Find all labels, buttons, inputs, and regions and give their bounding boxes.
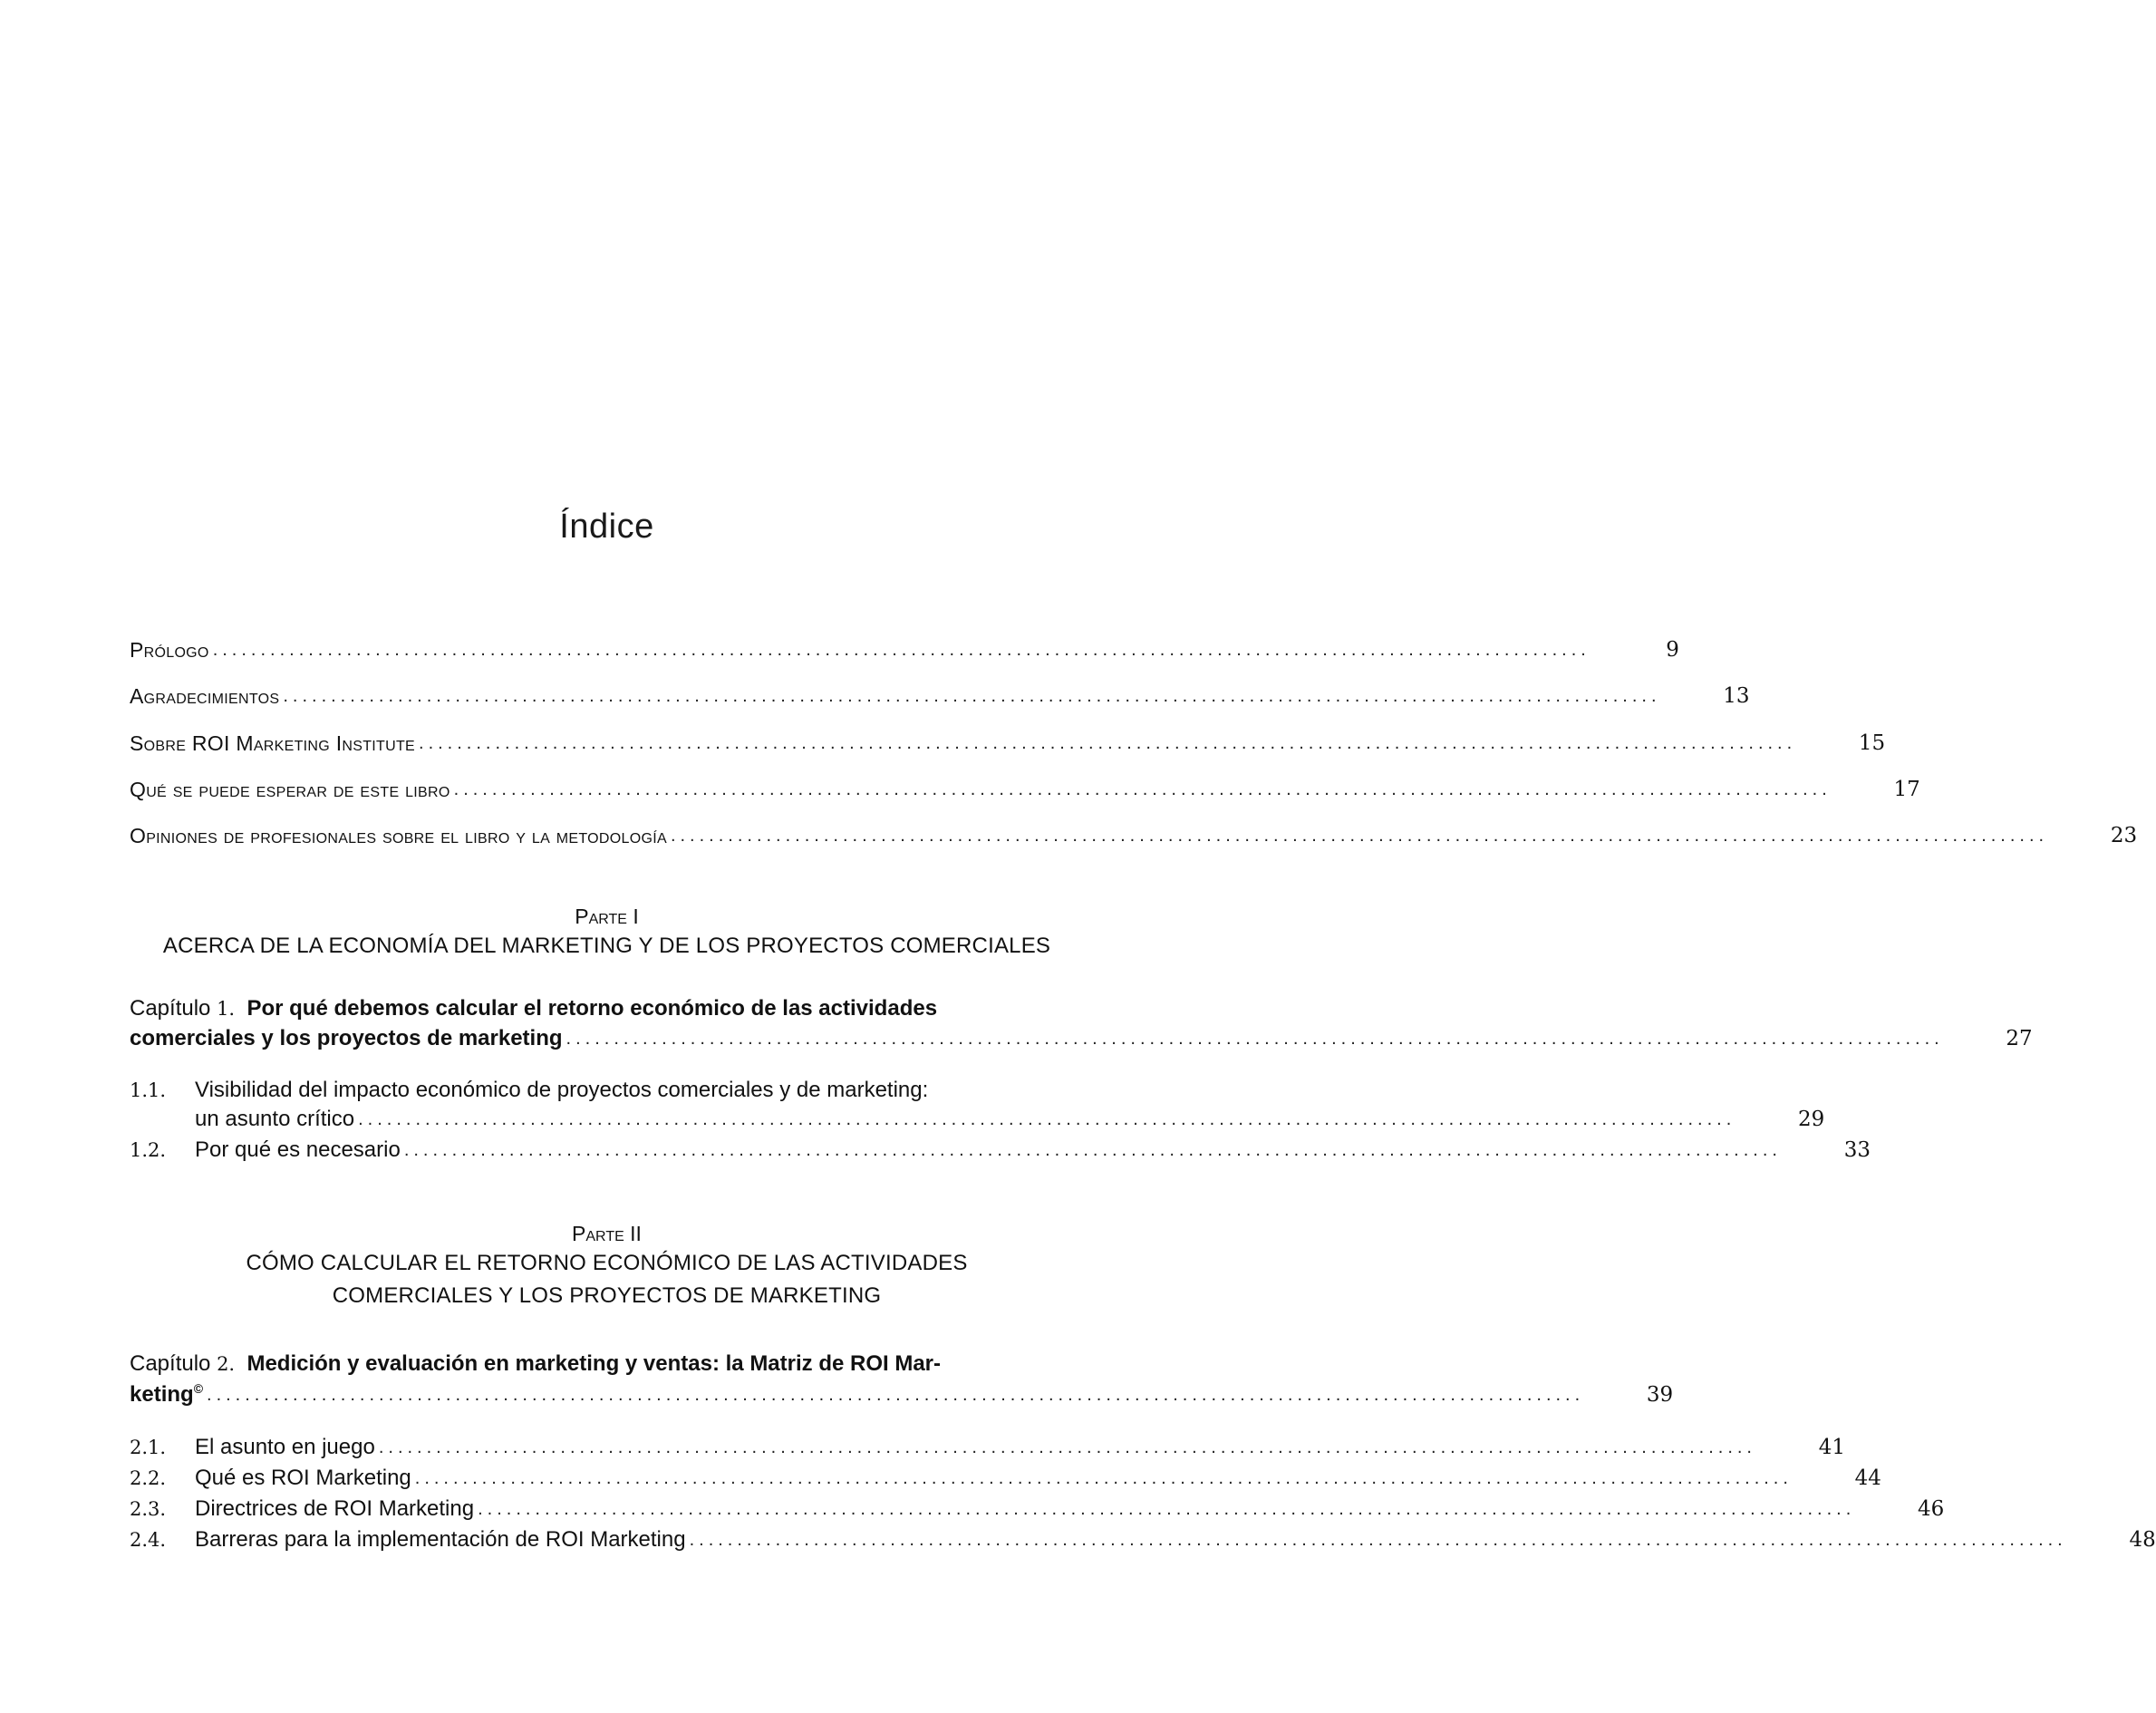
- toc-page-number: 44: [1854, 1466, 1881, 1490]
- toc-page-number: 46: [1917, 1497, 1945, 1521]
- leader-dots: ................................................................................................................................................: [453, 779, 1832, 799]
- section-number: 1.2.: [130, 1139, 167, 1161]
- part-1-label: Parte I: [575, 905, 639, 928]
- leader-dots: ................................................................................................................................................: [207, 1385, 1585, 1405]
- chapter-title-text: Medición y evaluación en marketing y ventas: la Matriz de ROI Mar-: [247, 1351, 942, 1376]
- section-title-text: [130, 1434, 379, 1461]
- section-title-text: [130, 1137, 404, 1164]
- toc-page-number: 33: [1843, 1138, 1871, 1162]
- toc-entry-chapter-1[interactable]: [130, 1021, 2033, 1052]
- leader-dots: ................................................................................................................................................: [283, 686, 1661, 706]
- leader-dots: ................................................................................................................................................: [414, 1468, 1793, 1488]
- leader-dots: ................................................................................................................................................: [689, 1530, 2067, 1550]
- toc-page-number: 9: [1666, 638, 1679, 662]
- part-2-title-line1: CÓMO CALCULAR EL RETORNO ECONÓMICO DE LAS ACTIVIDADES: [246, 1251, 968, 1275]
- section-number: 2.1.: [130, 1437, 167, 1458]
- page-title: Índice: [559, 508, 654, 546]
- toc-page-number: 29: [1797, 1108, 1825, 1131]
- chapter-1-title-line1: [130, 995, 937, 1022]
- toc-entry-label: Qué se puede esperar de este libro: [130, 778, 450, 801]
- leader-dots: ................................................................................................................................................: [419, 733, 1797, 753]
- leader-dots: ................................................................................................................................................: [358, 1109, 1736, 1129]
- toc-entry-opiniones[interactable]: [130, 818, 2138, 849]
- chapter-number: 2.: [217, 1353, 236, 1375]
- leader-dots: ................................................................................................................................................: [478, 1499, 1856, 1519]
- chapter-2-title-line1: [130, 1350, 941, 1378]
- chapter-title-line2: keting: [130, 1382, 194, 1407]
- section-label: Qué es ROI Marketing: [195, 1466, 411, 1490]
- toc-page-number: 17: [1893, 778, 1920, 801]
- leader-dots: ................................................................................................................................................: [212, 640, 1590, 660]
- section-label: Directrices de ROI Marketing: [195, 1496, 475, 1521]
- toc-entry-section-2-2[interactable]: [130, 1461, 1881, 1492]
- toc-page-number: 39: [1646, 1383, 1674, 1407]
- leader-dots: ................................................................................................................................................: [670, 826, 2049, 846]
- leader-dots: ................................................................................................................................................: [566, 1029, 1944, 1049]
- section-1-1-line1: [130, 1077, 928, 1104]
- part-2-label: Parte II: [572, 1222, 642, 1245]
- section-number: 1.1.: [130, 1079, 167, 1101]
- toc-entry-label: Prólogo: [130, 638, 209, 662]
- chapter-title-text: Por qué debemos calcular el retorno económico de las actividades: [247, 996, 938, 1021]
- section-title-text: Visibilidad del impacto económico de proyectos comerciales y de marketing:: [195, 1078, 929, 1102]
- toc-page-number: 27: [2006, 1027, 2033, 1050]
- toc-page-number: 15: [1858, 731, 1886, 755]
- toc-page-number: 48: [2129, 1528, 2156, 1552]
- leader-dots: ................................................................................................................................................: [403, 1140, 1782, 1160]
- toc-entry-prologo[interactable]: [130, 633, 1679, 663]
- part-1-title: ACERCA DE LA ECONOMÍA DEL MARKETING Y DE LOS PROYECTOS COMERCIALES: [162, 934, 1051, 958]
- toc-entry-section-2-3[interactable]: [130, 1492, 1945, 1523]
- toc-page-number: 41: [1818, 1436, 1845, 1459]
- section-title-text: [130, 1495, 478, 1523]
- section-title-text: [130, 1526, 690, 1553]
- section-title-text: [130, 1465, 415, 1492]
- section-number: 2.2.: [130, 1467, 167, 1489]
- toc-entry-label: Agradecimientos: [130, 684, 280, 708]
- section-number: 2.3.: [130, 1498, 167, 1520]
- toc-entry-section-1-1[interactable]: [130, 1102, 1825, 1133]
- toc-entry-section-2-4[interactable]: [130, 1523, 2156, 1553]
- toc-entry-section-1-2[interactable]: [130, 1133, 1871, 1164]
- chapter-number: 1.: [217, 998, 236, 1020]
- chapter-prefix: Capítulo: [130, 996, 211, 1021]
- chapter-prefix: Capítulo: [130, 1351, 211, 1376]
- chapter-title-text: comerciales y los proyectos de marketing: [130, 1026, 563, 1050]
- section-label: Por qué es necesario: [195, 1137, 401, 1162]
- section-number: 2.4.: [130, 1529, 167, 1551]
- toc-entry-chapter-2[interactable]: [130, 1378, 1674, 1408]
- copyright-mark: ©: [193, 1381, 204, 1396]
- toc-entry-label: Sobre ROI Marketing Institute: [130, 731, 416, 755]
- section-label: Barreras para la implementación de ROI Marketing: [195, 1527, 686, 1552]
- section-title-text: un asunto crítico: [195, 1107, 355, 1131]
- toc-entry-que-esperar[interactable]: [130, 772, 1920, 803]
- toc-entry-label: Opiniones de profesionales sobre el libro y la metodología: [130, 824, 667, 847]
- toc-entry-sobre-roi[interactable]: [130, 726, 1886, 757]
- leader-dots: ................................................................................................................................................: [378, 1437, 1756, 1457]
- section-label: El asunto en juego: [195, 1435, 375, 1459]
- toc-entry-agradecimientos[interactable]: [130, 679, 1750, 710]
- toc-page-number: 23: [2110, 824, 2138, 847]
- chapter-title-text: [130, 1375, 207, 1408]
- part-2-title-line2: COMERCIALES Y LOS PROYECTOS DE MARKETING: [332, 1283, 882, 1308]
- toc-page-number: 13: [1723, 684, 1750, 708]
- toc-entry-section-2-1[interactable]: [130, 1430, 1845, 1461]
